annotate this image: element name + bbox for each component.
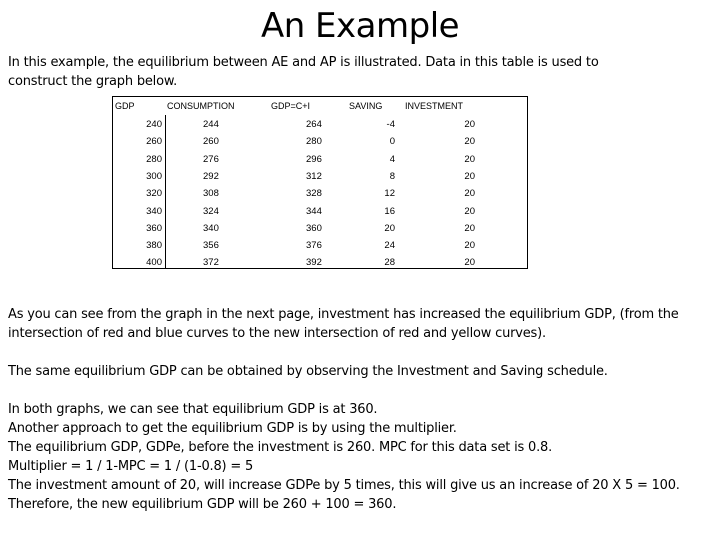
cell-consumption: 372 (203, 257, 219, 269)
data-table (112, 96, 528, 269)
cell-investment: 20 (464, 222, 475, 234)
cell-gdp-c-i: 296 (306, 153, 322, 165)
cell-gdp: 280 (146, 153, 162, 165)
cell-investment: 20 (464, 205, 475, 217)
header-gdp-c-i: GDP=C+I (271, 101, 311, 111)
cell-consumption: 356 (203, 240, 219, 252)
column-divider (165, 115, 166, 269)
header-gdp: GDP (115, 101, 135, 111)
cell-gdp-c-i: 328 (306, 188, 322, 200)
cell-gdp-c-i: 280 (306, 136, 322, 148)
cell-investment: 20 (464, 170, 475, 182)
cell-consumption: 292 (203, 170, 219, 182)
cell-gdp: 360 (146, 222, 162, 234)
cell-gdp: 240 (146, 119, 162, 130)
intro-paragraph (8, 53, 712, 91)
cell-gdp: 400 (146, 257, 162, 269)
cell-gdp: 380 (146, 240, 162, 252)
intro-line: construct the graph below. (8, 74, 178, 89)
cell-consumption: 276 (203, 153, 219, 165)
cell-saving: 16 (384, 205, 395, 217)
cell-saving: 20 (384, 222, 395, 234)
cell-consumption: 244 (203, 119, 219, 130)
cell-gdp-c-i: 264 (306, 119, 322, 130)
cell-gdp-c-i: 392 (306, 257, 322, 269)
cell-saving: 4 (389, 153, 395, 165)
cell-investment: 20 (464, 153, 475, 165)
header-investment: INVESTMENT (405, 101, 464, 111)
multiplier-paragraph (8, 400, 712, 514)
paragraph-line: Multiplier = 1 / 1-MPC = 1 / (1-0.8) = 5 (8, 459, 254, 474)
cell-saving: -4 (386, 119, 395, 130)
cell-gdp: 260 (146, 136, 162, 148)
slide-title: An Example (260, 6, 460, 46)
cell-saving: 24 (384, 240, 395, 252)
graph-explanation-paragraph (8, 305, 712, 343)
paragraph-line: The equilibrium GDP, GDPe, before the investment is 260. MPC for this data set is 0.8. (8, 440, 553, 455)
cell-saving: 12 (384, 188, 395, 200)
paragraph-line: intersection of red and blue curves to the new intersection of red and yellow curves). (8, 326, 546, 341)
header-saving: SAVING (349, 101, 383, 111)
cell-gdp: 340 (146, 205, 162, 217)
saving-investment-paragraph (8, 362, 712, 381)
cell-gdp-c-i: 312 (306, 170, 322, 182)
header-consumption: CONSUMPTION (167, 101, 235, 111)
cell-gdp-c-i: 360 (306, 222, 322, 234)
cell-consumption: 308 (203, 188, 219, 200)
cell-investment: 20 (464, 188, 475, 200)
cell-gdp-c-i: 376 (306, 240, 322, 252)
paragraph-line: Another approach to get the equilibrium GDP is by using the multiplier. (8, 421, 457, 436)
cell-investment: 20 (464, 119, 475, 130)
paragraph-line: The investment amount of 20, will increase GDPe by 5 times, this will give us an increase of 20 X 5 = 100. (8, 478, 680, 493)
cell-gdp-c-i: 344 (306, 205, 322, 217)
cell-saving: 28 (384, 257, 395, 269)
cell-consumption: 260 (203, 136, 219, 148)
cell-investment: 20 (464, 240, 475, 252)
intro-line: In this example, the equilibrium between AE and AP is illustrated. Data in this table is used to (8, 55, 599, 70)
cell-consumption: 324 (203, 205, 219, 217)
cell-investment: 20 (464, 257, 475, 269)
paragraph-line: Therefore, the new equilibrium GDP will be 260 + 100 = 360. (8, 497, 397, 512)
paragraph-line: The same equilibrium GDP can be obtained by observing the Investment and Saving schedule. (8, 364, 608, 379)
cell-investment: 20 (464, 136, 475, 148)
cell-saving: 8 (389, 170, 395, 182)
cell-gdp: 320 (146, 188, 162, 200)
paragraph-line: As you can see from the graph in the next page, investment has increased the equilibrium GDP, (from the (8, 307, 679, 322)
cell-consumption: 340 (203, 222, 219, 234)
paragraph-line: In both graphs, we can see that equilibrium GDP is at 360. (8, 402, 378, 417)
cell-saving: 0 (389, 136, 395, 148)
cell-gdp: 300 (146, 170, 162, 182)
